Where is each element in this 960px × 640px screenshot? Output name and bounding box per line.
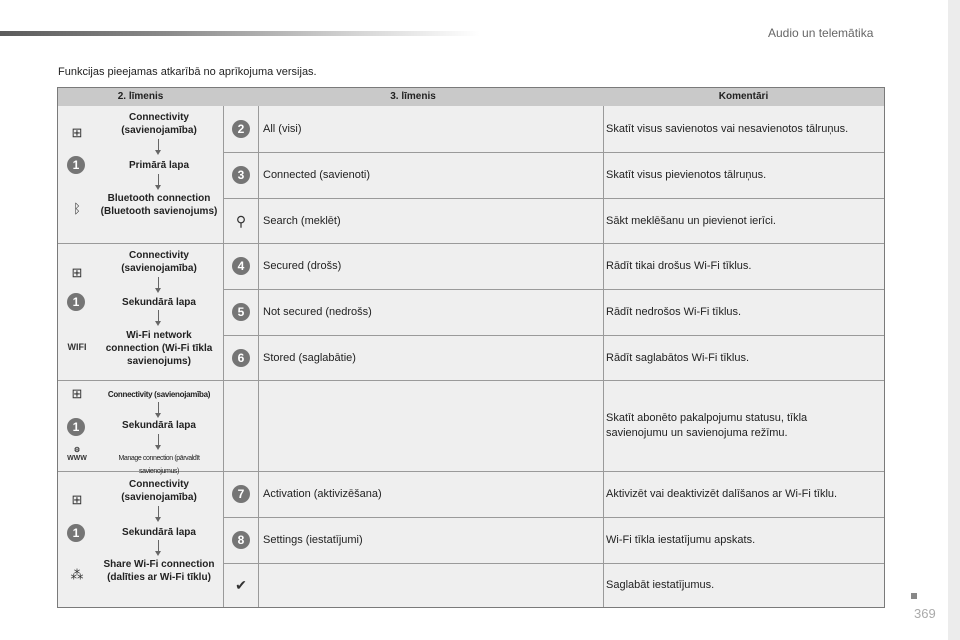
level-badge: 1 <box>67 293 85 311</box>
comment-cell: Saglabāt iestatījumus. <box>606 579 715 591</box>
step-badge: 3 <box>232 166 250 184</box>
step-badge: 4 <box>232 257 250 275</box>
level3-cell: Search (meklēt) <box>263 215 341 227</box>
grid-icon: ⊞ <box>71 386 83 401</box>
flow-step-secondary-page: Sekundārā lapa <box>122 527 196 538</box>
checkmark-icon: ✔ <box>235 577 247 593</box>
functions-table <box>57 87 885 608</box>
level3-cell: Settings (iestatījumi) <box>263 534 363 546</box>
level3-cell: Not secured (nedrošs) <box>263 306 372 318</box>
flow-step-bluetooth-connection: Bluetooth connection (Bluetooth savienojums) <box>100 193 218 217</box>
www-settings-icon: ⚙ WWW <box>67 447 87 462</box>
section-title: Audio un telemātika <box>768 26 874 40</box>
grid-icon: ⊞ <box>71 265 83 280</box>
flow-step-connectivity: Connectivity (savienojamība) <box>121 250 197 274</box>
flow-step-secondary-page: Sekundārā lapa <box>122 420 196 431</box>
page-edge-bar <box>948 0 960 640</box>
flow-step-manage-connection: Manage connection (pārvaldīt savienojumus) <box>118 455 200 475</box>
share-wifi-icon: ⁂ <box>70 567 84 582</box>
step-badge: 2 <box>232 120 250 138</box>
comment-cell: Wi-Fi tīkla iestatījumu apskats. <box>606 534 756 546</box>
step-badge: 5 <box>232 303 250 321</box>
comment-cell: Rādīt nedrošos Wi-Fi tīklus. <box>606 306 742 318</box>
level3-cell: All (visi) <box>263 123 302 135</box>
flow-step-connectivity: Connectivity (savienojamība) <box>121 112 197 136</box>
flow-step-primary-page: Primārā lapa <box>128 160 190 171</box>
page-subtitle: Funkcijas pieejamas atkarībā no aprīkojuma versijas. <box>58 66 317 78</box>
bluetooth-icon: ᛒ <box>73 201 81 216</box>
level3-cell: Stored (saglabātie) <box>263 352 356 364</box>
comment-cell: Rādīt tikai drošus Wi-Fi tīklus. <box>606 260 752 272</box>
step-badge: 8 <box>232 531 250 549</box>
flow-step-connectivity: Connectivity (savienojamība) <box>121 479 197 503</box>
step-badge: 6 <box>232 349 250 367</box>
search-icon: ⚲ <box>235 213 247 229</box>
comment-cell: Aktivizēt vai deaktivizēt dalīšanos ar Wi-Fi tīklu. <box>606 488 838 500</box>
step-badge: 7 <box>232 485 250 503</box>
comment-cell: Sākt meklēšanu un pievienot ierīci. <box>606 215 776 227</box>
flow-step-connectivity: Connectivity (savienojamība) <box>107 390 211 399</box>
wifi-icon: WIFI <box>67 342 87 352</box>
flow-step-wifi-connection: Wi-Fi network connection (Wi-Fi tīkla savienojums) <box>105 330 213 367</box>
level3-cell: Connected (savienoti) <box>263 169 371 181</box>
grid-icon: ⊞ <box>71 492 83 507</box>
page-number: 369 <box>914 606 936 621</box>
flow-step-secondary-page: Sekundārā lapa <box>122 297 196 308</box>
header-level3: 3. līmenis <box>390 91 436 102</box>
comment-cell: Skatīt visus savienotos vai nesavienotos tālruņus. <box>606 123 849 135</box>
footer-marker <box>911 593 917 599</box>
comment-cell: Skatīt abonēto pakalpojumu statusu, tīkla savienojumu un savienojuma režīmu. <box>606 412 808 439</box>
level-badge: 1 <box>67 418 85 436</box>
header-comments: Komentāri <box>718 91 769 102</box>
level-badge: 1 <box>67 524 85 542</box>
comment-cell: Skatīt visus pievienotos tālruņus. <box>606 169 767 181</box>
level3-cell: Secured (drošs) <box>263 260 342 272</box>
level3-cell: Activation (aktivizēšana) <box>263 488 382 500</box>
flow-step-share-wifi: Share Wi-Fi connection (dalīties ar Wi-Fi tīklu) <box>103 559 215 583</box>
header-decoration-bar <box>0 31 480 36</box>
table-header <box>58 88 884 106</box>
level-badge: 1 <box>67 156 85 174</box>
header-level2: 2. līmenis <box>117 91 164 102</box>
comment-cell: Rādīt saglabātos Wi-Fi tīklus. <box>606 352 750 364</box>
grid-icon: ⊞ <box>71 125 83 140</box>
